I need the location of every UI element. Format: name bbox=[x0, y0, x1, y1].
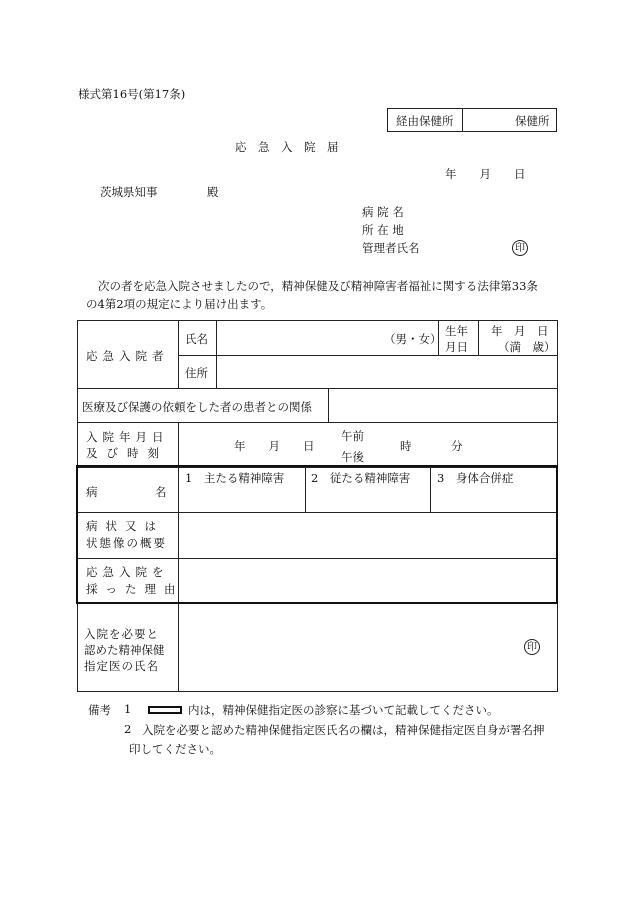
admit-label-1: 入院年月日 bbox=[86, 430, 169, 444]
birth-label-2: 月日 bbox=[445, 340, 468, 354]
reason-label-2: 採った理由 bbox=[86, 582, 184, 596]
notes-heading: 備考 bbox=[88, 703, 111, 717]
patient-header-text: 応急入院者 bbox=[86, 349, 169, 363]
note-2-text-1: 入院を必要と認めた精神保健指定医氏名の欄は，精神保健指定医自身が署名押 bbox=[142, 723, 545, 737]
form-number: 様式第16号(第17条) bbox=[78, 87, 186, 101]
age-field[interactable]: （満 歳） bbox=[498, 340, 556, 354]
hospital-admin-label: 管理者氏名 bbox=[362, 241, 420, 255]
note-1-number: 1 bbox=[124, 702, 132, 716]
symptom-label-1: 病状又は bbox=[86, 519, 164, 533]
col-line bbox=[478, 321, 479, 355]
hospital-name-label: 病 院 名 bbox=[362, 205, 404, 219]
note-2-number: 2 bbox=[124, 722, 132, 736]
date-line: 年 月 日 bbox=[445, 167, 526, 181]
disease-physical[interactable]: 3 身体合併症 bbox=[437, 471, 514, 485]
col-line bbox=[328, 388, 329, 422]
doctor-seal-icon: 印 bbox=[524, 639, 540, 655]
reason-label-1: 応急入院を bbox=[86, 565, 169, 579]
disease-secondary[interactable]: 2 従たる精神障害 bbox=[311, 471, 411, 485]
birth-date-field[interactable]: 年 月 日 bbox=[491, 324, 549, 338]
hospital-location-label: 所 在 地 bbox=[362, 223, 404, 237]
physician-section-frame bbox=[76, 465, 558, 604]
addressee-name: 茨城県知事 bbox=[100, 185, 158, 199]
via-label: 経由保健所 bbox=[396, 114, 454, 128]
address-label: 住所 bbox=[185, 366, 208, 380]
pm-label: 午後 bbox=[341, 450, 364, 464]
col-line bbox=[178, 321, 179, 388]
note-1-text: 内は，精神保健指定医の診察に基づいて記載してください。 bbox=[188, 703, 499, 717]
page-title: 応 急 入 院 届 bbox=[235, 140, 339, 154]
admit-date-field[interactable]: 年 月 日 bbox=[234, 439, 315, 453]
am-label: 午前 bbox=[341, 429, 364, 443]
hour-label: 時 bbox=[400, 439, 412, 453]
symptom-label-2: 状態像の概要 bbox=[86, 536, 167, 550]
intro-line-1: 次の者を応急入院させましたので，精神保健及び精神障害者福祉に関する法律第33条 bbox=[98, 279, 538, 293]
doctor-label-3: 指定医の氏名 bbox=[84, 659, 159, 673]
admit-label-2: 及び時刻 bbox=[86, 446, 168, 460]
row-line bbox=[78, 388, 558, 389]
relation-label: 医療及び保護の依頼をした者の患者との関係 bbox=[82, 400, 312, 414]
via-value: 保健所 bbox=[515, 114, 550, 128]
doctor-label-1: 入院を必要と bbox=[84, 627, 159, 641]
disease-primary[interactable]: 1 主たる精神障害 bbox=[185, 471, 285, 485]
row-line bbox=[78, 422, 558, 423]
via-divider bbox=[462, 109, 463, 131]
patient-header bbox=[86, 348, 170, 364]
intro-line-2: の4第2項の規定により届け出ます。 bbox=[86, 297, 273, 311]
addressee-honorific: 殿 bbox=[207, 185, 219, 199]
minute-label: 分 bbox=[451, 439, 463, 453]
gender-field[interactable]: （男・女） bbox=[384, 332, 442, 346]
via-health-center-box bbox=[387, 108, 557, 132]
doctor-label-2: 認めた精神保健 bbox=[84, 643, 165, 657]
thick-frame-icon bbox=[148, 706, 182, 714]
note-2-text-2: 印してください。 bbox=[129, 742, 221, 756]
birth-label-1: 生年 bbox=[445, 324, 468, 338]
disease-label: 病 名 bbox=[86, 485, 167, 499]
col-line bbox=[216, 321, 217, 388]
row-line bbox=[178, 355, 558, 356]
name-label: 氏名 bbox=[185, 332, 208, 346]
admin-seal-icon: 印 bbox=[512, 240, 528, 256]
